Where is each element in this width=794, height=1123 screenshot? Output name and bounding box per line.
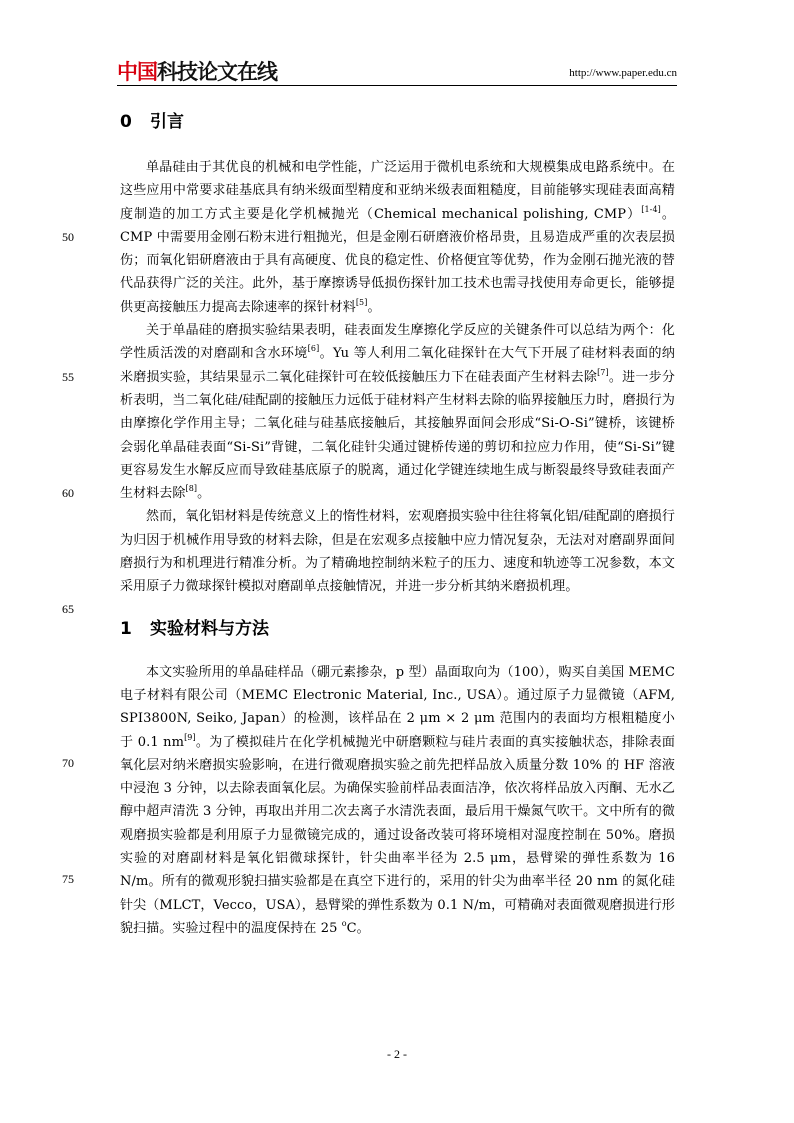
- section-number: 0: [120, 112, 132, 132]
- citation[interactable]: [9]: [184, 732, 196, 742]
- line-number: 50: [62, 230, 74, 244]
- section-heading-methods: [120, 617, 675, 641]
- text-run: 。: [367, 299, 381, 315]
- section-title: 实验材料与方法: [150, 618, 269, 639]
- text-run: 。进一步分析表明，当二氧化硅/硅配副的接触压力远低于硅材料产生材料去除的临界接触压力时，磨损行为由摩擦化学作用主导；二氧化硅与硅基底接触后，其接触界面间会形成“Si-O-Si”键桥，该键桥会弱化单晶硅表面“Si-Si”背键，二氧化硅针尖通过键桥传递的剪切和拉应力作用，使“Si-Si”键更容易发生水解反应而导致硅基底原子的脱离，通过化学键连续地生成与断裂最终导致硅表面产生材料去除: [120, 369, 675, 502]
- article-body: [120, 110, 675, 940]
- logo-part-black: 科技论文在线: [157, 60, 277, 84]
- text-run: 本文实验所用的单晶硅样品（硼元素掺杂，p 型）晶面取向为（100），购买自美国 MEMC 电子材料有限公司（MEMC Electronic Material, Inc., USA）。通过原子力显微镜（AFM, SPI3800N, Seiko, Japan）的检测，该样品在 2 μm × 2 μm 范围内的表面均方根粗糙度小于 0.1 nm: [120, 664, 675, 750]
- journal-logo: [117, 60, 277, 84]
- page-header: [117, 58, 677, 86]
- line-number: 65: [62, 602, 74, 616]
- line-number: 70: [62, 756, 74, 770]
- logo-part-red: 中国: [117, 60, 157, 84]
- section-title: 引言: [150, 112, 184, 132]
- page-number: - 2 -: [387, 1047, 407, 1061]
- text-run: 单晶硅由于其优良的机械和电学性能，广泛运用于微机电系统和大规模集成电路系统中。在这些应用中常要求硅基底具有纳米级面型精度和亚纳米级表面粗糙度，目前能够实现硅表面高精度制造的加工方式主要是化学机械抛光（Chemical mechanical polishing, CMP）: [120, 160, 675, 222]
- line-number: 60: [62, 486, 74, 500]
- header-rule: [117, 85, 677, 86]
- intro-paragraph-1: [120, 156, 675, 319]
- section-heading-intro: [120, 110, 675, 134]
- text-run: 关于单晶硅的磨损实验结果表明，硅表面发生摩擦化学反应的关键条件可以总结为两个：化学性质活泼的对磨副和含水环境: [120, 323, 675, 362]
- degree-superscript: o: [341, 918, 347, 928]
- line-number: 55: [62, 370, 74, 384]
- line-number: 75: [62, 872, 74, 886]
- citation[interactable]: [8]: [185, 484, 198, 494]
- citation[interactable]: [5]: [355, 297, 368, 307]
- citation[interactable]: [7]: [597, 367, 609, 377]
- methods-paragraph: [120, 661, 675, 941]
- text-run: C。: [346, 920, 370, 936]
- text-run: 。为了模拟硅片在化学机械抛光中研磨颗粒与硅片表面的真实接触状态，排除表面氧化层对纳米磨损实验影响，在进行微观磨损实验之前先把样品放入质量分数 10% 的 HF 溶液中浸泡 3 分钟，以去除表面氧化层。为确保实验前样品表面洁净，依次将样品放入丙酮、无水乙醇中超声清洗 3 分钟，再取出并用二次去离子水清洗表面，最后用干燥氮气吹干。文中所有的微观磨损实验都是利用原子力显微镜完成的，通过设备改装可将环境相对湿度控制在 50%。磨损实验的对磨副材料是氧化铝微球探针，针尖曲率半径为 2.5 μm，悬臂梁的弹性系数为 16 N/m。所有的微观形貌扫描实验都是在真空下进行的，采用的针尖为曲率半径 20 nm 的氮化硅针尖（MLCT，Vecco，USA），悬臂梁的弹性系数为 0.1 N/m，可精确对表面微观磨损进行形貌扫描。实验过程中的温度保持在 25: [120, 734, 675, 936]
- text-run: 。Yu 等人利用二氧化硅探针在大气下开展了硅材料表面的纳米磨损实验，其结果显示二氧化硅探针可在较低接触压力下在硅表面产生材料去除: [120, 346, 675, 385]
- text-run: 。CMP 中需要用金刚石粉末进行粗抛光，但是金刚石研磨液价格昂贵，且易造成严重的次表层损伤；而氧化铝研磨液由于具有高硬度、优良的稳定性、价格便宜等优势，作为金刚石抛光液的替代品获得广泛的关注。此外，基于摩擦诱导低损伤探针加工技术也需寻找使用寿命更长，能够提供更高接触压力提高去除速率的探针材料: [120, 206, 675, 315]
- intro-paragraph-3: [120, 505, 675, 598]
- text-run: 。: [197, 486, 211, 502]
- citation[interactable]: [6]: [307, 344, 320, 354]
- intro-paragraph-2: [120, 319, 675, 505]
- citation[interactable]: [1-4]: [641, 204, 661, 214]
- section-number: 1: [120, 618, 132, 639]
- text-run: 然而，氧化铝材料是传统意义上的惰性材料，宏观磨损实验中往往将氧化铝/硅配副的磨损行为归因于机械作用导致的材料去除，但是在宏观多点接触中应力情况复杂，无法对对磨副界面间磨损行为和机理进行精准分析。为了精确地控制纳米粒子的压力、速度和轨迹等工况参数，本文采用原子力微球探针模拟对磨副单点接触情况，并进一步分析其纳米磨损机理。: [120, 509, 675, 595]
- site-url-link[interactable]: http://www.paper.edu.cn: [569, 67, 677, 79]
